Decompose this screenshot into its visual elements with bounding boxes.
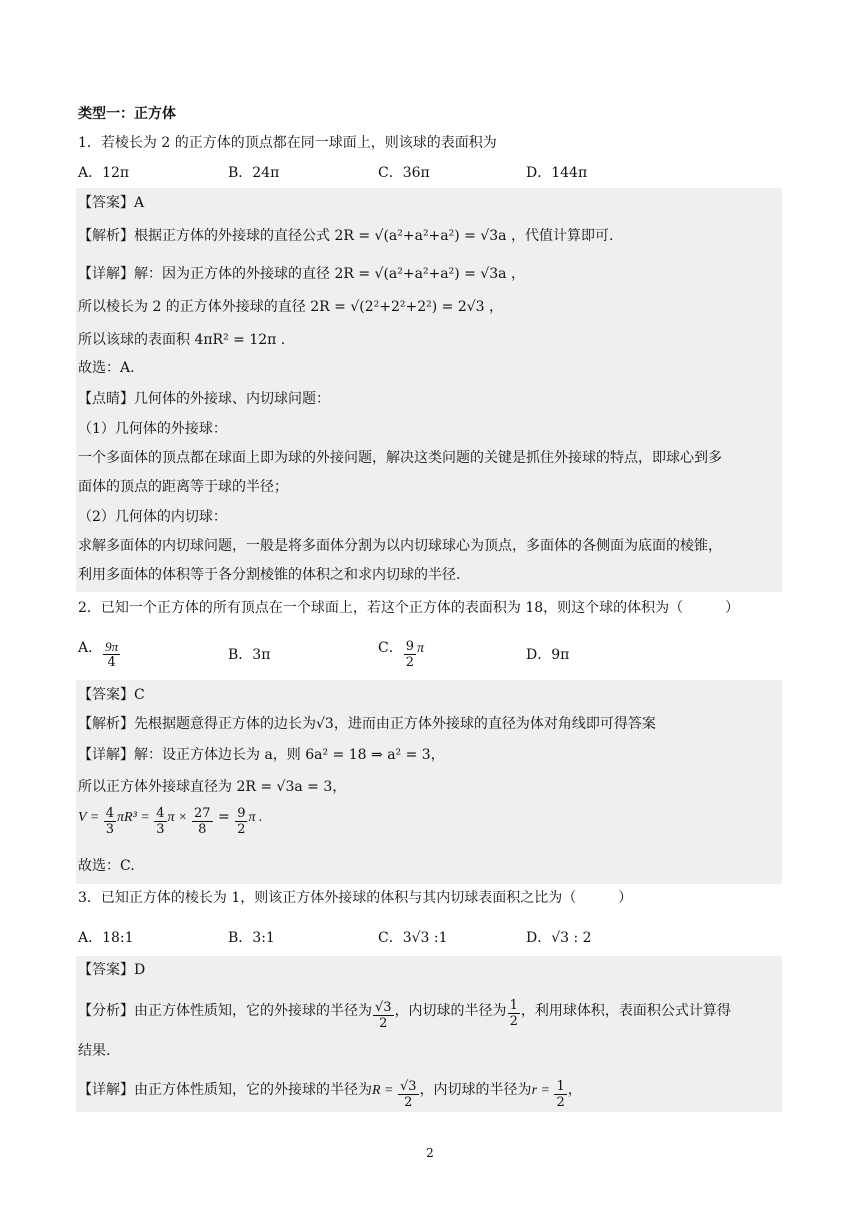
q3-option-c: C．3√3 :1	[378, 930, 448, 946]
q3-analysis-cont: 结果.	[78, 1043, 111, 1059]
q1-note-3: 面体的顶点的距离等于球的半径；	[78, 479, 288, 495]
q2-option-d: D．9π	[526, 647, 570, 663]
q2-frac-1-num: 4	[105, 806, 115, 821]
q2-detail-line-3	[78, 806, 262, 837]
q2-choose: 故选：C.	[78, 858, 135, 874]
q2-option-c-label: C．	[378, 640, 403, 656]
q2-formula-mid-2: π ×	[167, 810, 191, 825]
q2-option-a-numerator: 9π	[105, 639, 119, 654]
q3-detail-head: 【详解】由正方体性质知，它的外接球的半径为	[78, 1082, 372, 1098]
q1-note-2: 一个多面体的顶点都在球面上即为球的外接问题，解决这类问题的关键是抓住外接球的特点，即球心到多	[78, 450, 722, 466]
q3-answer: 【答案】D	[78, 962, 146, 978]
q3-detail-mid: ，内切球的半径为	[419, 1082, 532, 1098]
q1-choose: 故选：A.	[78, 360, 135, 376]
q1-option-a: A．12π	[78, 165, 130, 181]
q1-answer: 【答案】A	[78, 195, 145, 211]
q2-frac-3-num: 27	[194, 806, 211, 821]
q2-answer: 【答案】C	[78, 687, 145, 703]
q3-analysis-mid: ，内切球的半径为	[394, 1003, 507, 1019]
q2-frac-1-den: 3	[105, 822, 115, 837]
q2-detail-line-2: 所以正方体外接球直径为 2R = √3a = 3，	[78, 779, 347, 795]
q3-analysis-head: 【分析】由正方体性质知，它的外接球的半径为	[78, 1003, 372, 1019]
q1-note-title: 【点睛】几何体的外接球、内切球问题：	[78, 391, 330, 407]
q2-option-a-label: A．	[78, 640, 103, 656]
q3-detail-frac-2-den: 2	[556, 1095, 565, 1110]
q2-option-c-denominator: 2	[405, 655, 414, 670]
q2-formula-mid-3: =	[213, 809, 235, 825]
q1-note-6: 利用多面体的体积等于各分割棱锥的体积之和求内切球的半径.	[78, 567, 461, 583]
q2-option-c-numerator: 9	[405, 639, 414, 654]
q2-frac-2-den: 3	[156, 822, 165, 837]
q2-volume-v: V =	[78, 810, 103, 825]
q3-detail	[78, 1079, 582, 1110]
q3-detail-frac-1-den: 2	[404, 1095, 413, 1110]
q2-option-a	[78, 638, 121, 670]
q3-detail-tail: ，	[567, 1082, 582, 1098]
q1-option-b: B．24π	[228, 165, 280, 181]
q1-detail-line-2: 所以棱长为 2 的正方体外接球的直径 2R = √(2²+2²+2²) = 2√3 ，	[78, 299, 504, 315]
q3-detail-r-small: r =	[531, 1083, 554, 1098]
q1-note-4: （2）几何体的内切球：	[78, 509, 227, 525]
q3-option-d: D．√3 : 2	[526, 930, 592, 946]
q2-option-c	[378, 638, 424, 670]
q3-option-a: A．18:1	[78, 930, 134, 946]
q1-detail-line-3: 所以该球的表面积 4πR² = 12π .	[78, 332, 286, 348]
q2-option-a-denominator: 4	[107, 655, 116, 670]
q1-analysis: 【解析】根据正方体的外接球的直径公式 2R = √(a²+a²+a²) = √3a ，代值计算即可.	[78, 228, 614, 244]
q3-detail-frac-1-num: √3	[400, 1079, 417, 1094]
q1-option-d: D．144π	[526, 165, 588, 181]
q2-stem: 2．已知一个正方体的所有顶点在一个球面上，若这个正方体的表面积为 18，则这个球的体积为（ ）	[78, 600, 740, 616]
q2-formula-tail: π .	[248, 810, 263, 825]
q3-analysis-frac-2-num: 1	[509, 998, 518, 1013]
q2-option-c-pi: π	[417, 641, 425, 656]
q2-frac-4-num: 9	[237, 806, 246, 821]
q2-frac-4-den: 2	[237, 822, 246, 837]
q1-note-5: 求解多面体的内切球问题，一般是将多面体分割为以内切球球心为顶点，多面体的各侧面为底面的棱锥，	[78, 538, 722, 554]
q1-note-1: （1）几何体的外接球：	[78, 421, 227, 437]
q1-detail-line-1: 【详解】解：因为正方体的外接球的直径 2R = √(a²+a²+a²) = √3a ，	[78, 266, 525, 282]
section-title: 类型一：正方体	[78, 106, 176, 122]
q1-stem: 1．若棱长为 2 的正方体的顶点都在同一球面上，则该球的表面积为	[78, 135, 497, 151]
q3-analysis-frac-2-den: 2	[509, 1014, 518, 1029]
q2-formula-mid-1: πR³ =	[117, 810, 154, 825]
q3-analysis-tail: ，利用球体积，表面积公式计算得	[520, 1003, 731, 1019]
q3-analysis-frac-1-den: 2	[379, 1016, 388, 1031]
q3-analysis-frac-1-num: √3	[375, 1000, 392, 1015]
page-number: 2	[426, 1146, 434, 1160]
q3-option-b: B．3:1	[228, 930, 275, 946]
q3-detail-r-big: R =	[372, 1083, 397, 1098]
q3-detail-frac-2-num: 1	[556, 1079, 565, 1094]
q2-analysis: 【解析】先根据题意得正方体的边长为√3，进而由正方体外接球的直径为体对角线即可得答案	[78, 716, 656, 732]
q2-detail-line-1: 【详解】解：设正方体边长为 a，则 6a² = 18 ⇒ a² = 3，	[78, 747, 445, 763]
q2-frac-3-den: 8	[198, 822, 207, 837]
q2-option-b: B．3π	[228, 647, 271, 663]
q3-stem: 3．已知正方体的棱长为 1，则该正方体外接球的体积与其内切球表面积之比为（ ）	[78, 890, 633, 906]
q1-option-c: C．36π	[378, 165, 430, 181]
q3-analysis	[78, 998, 731, 1031]
q2-frac-2-num: 4	[156, 806, 165, 821]
